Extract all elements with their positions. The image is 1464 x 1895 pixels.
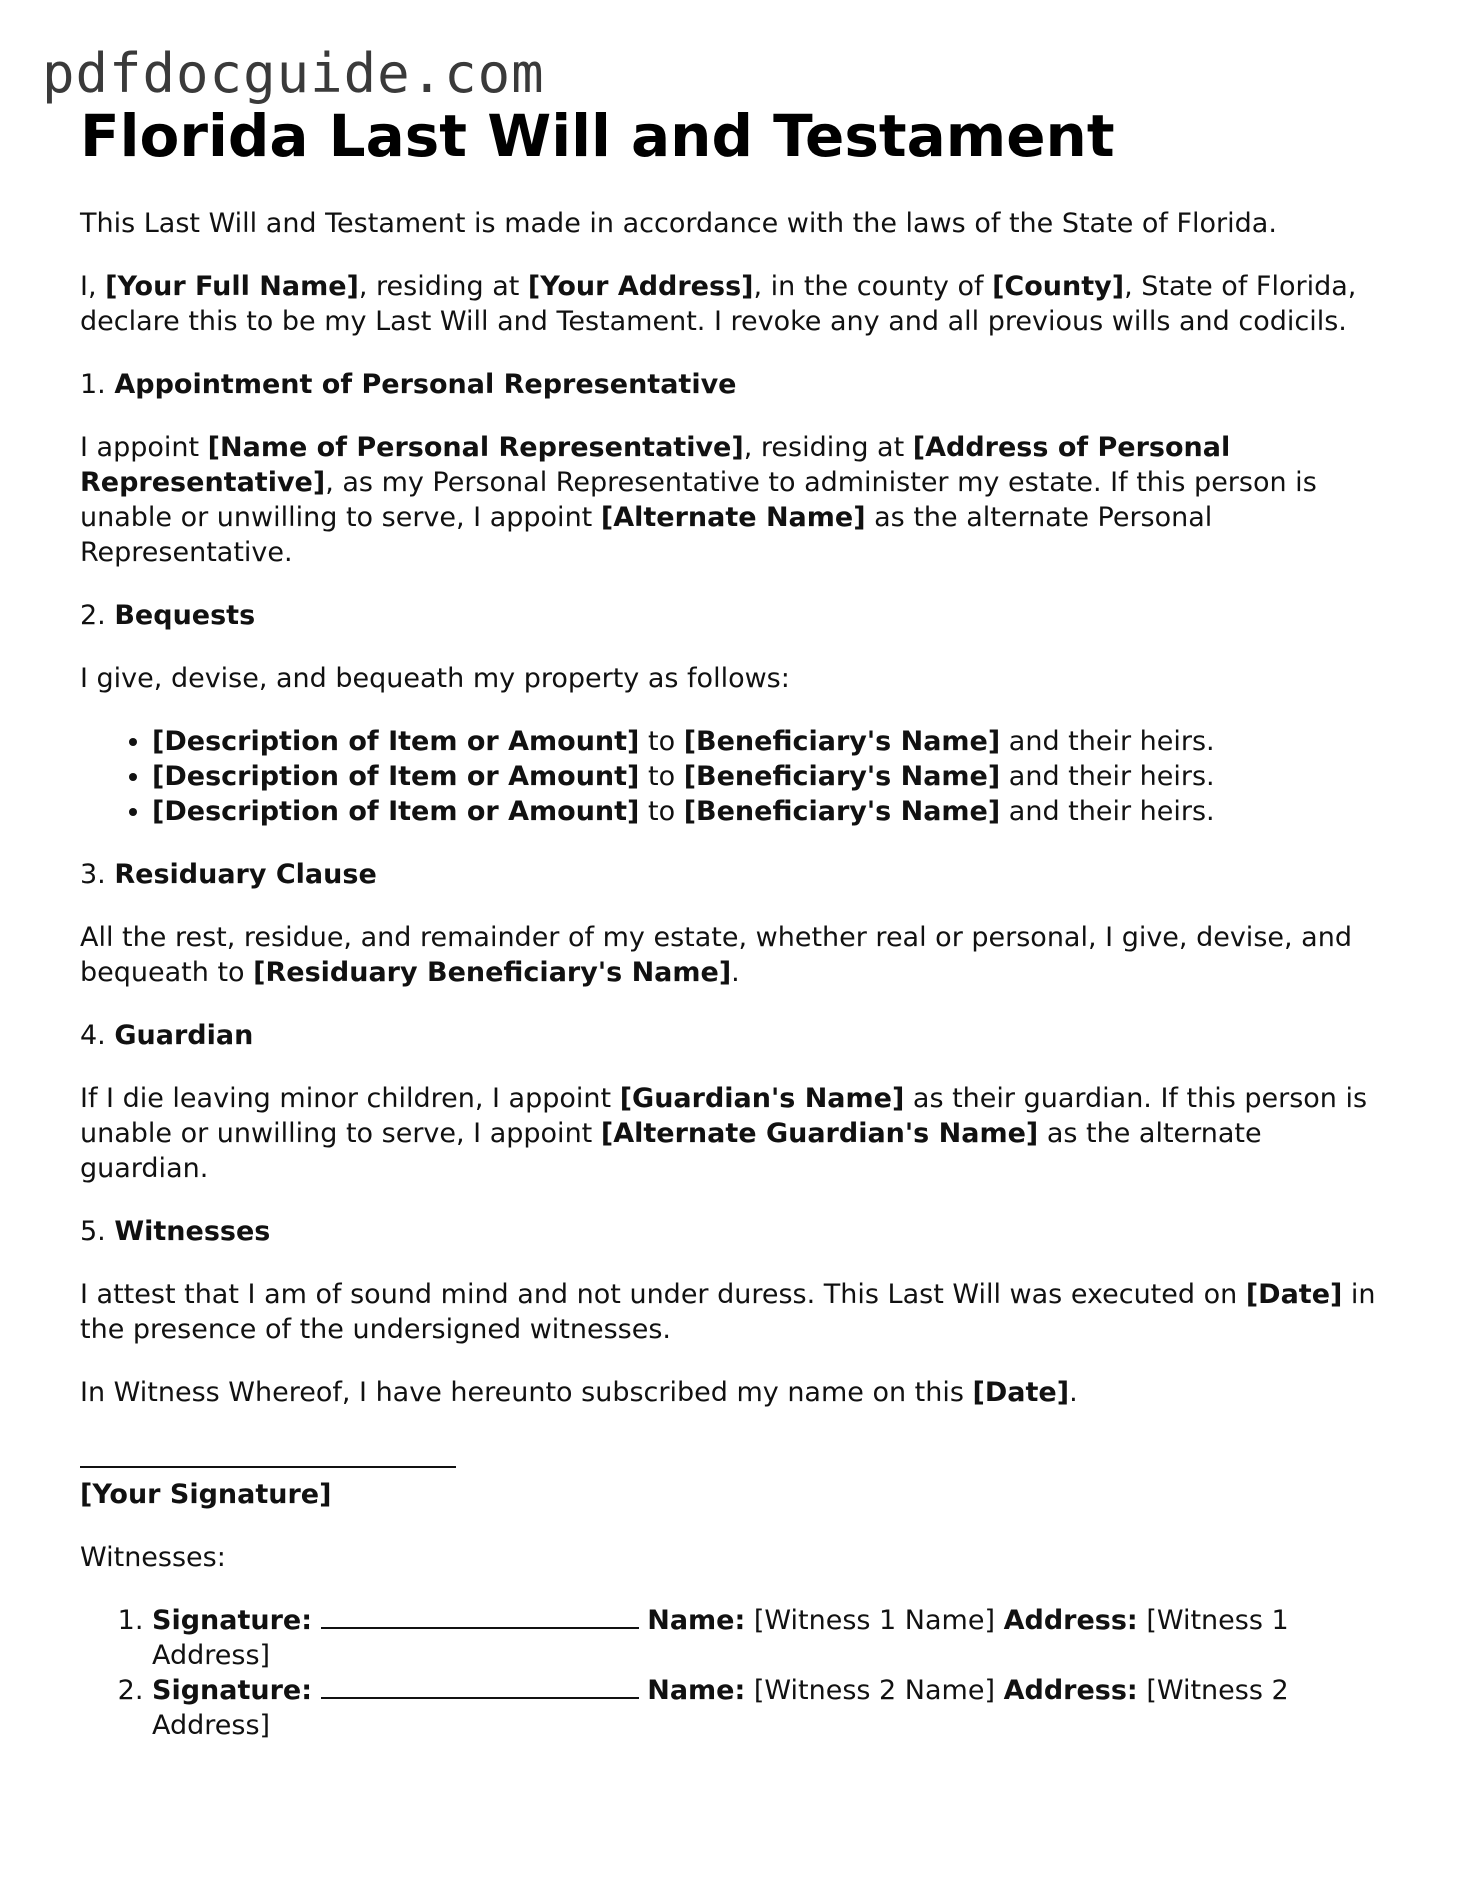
placeholder-date: [Date] <box>1245 1279 1343 1310</box>
document-title: Florida Last Will and Testament <box>80 102 1115 170</box>
bequest-item: • [Description of Item or Amount] to [Beneficiary's Name] and their heirs. <box>152 794 1380 829</box>
witness-entry: 1. Signature: Name: [Witness 1 Name] Address: [Witness 1 Address] <box>152 1603 1380 1673</box>
section-5-heading: 5. Witnesses <box>80 1216 271 1247</box>
declaration-paragraph: I, [Your Full Name], residing at [Your Address], in the county of [County], State of Florida, declare this to be my Last Will and Testament. I revoke any and all previous wills and codicils. <box>80 271 1357 337</box>
signature-line[interactable] <box>80 1438 456 1468</box>
placeholder-guardian: [Guardian's Name] <box>619 1083 905 1114</box>
witness-signature-line[interactable] <box>321 1673 639 1699</box>
placeholder-county: [County] <box>992 271 1125 302</box>
site-watermark: pdfdocguide.com <box>42 42 545 105</box>
witnesses-label: Witnesses: <box>80 1542 226 1573</box>
placeholder-address: [Your Address] <box>527 271 754 302</box>
testator-signature-block <box>80 1438 1380 1512</box>
placeholder-date: [Date] <box>972 1377 1070 1408</box>
witness-signature-line[interactable] <box>321 1603 639 1629</box>
bequest-item: • [Description of Item or Amount] to [Beneficiary's Name] and their heirs. <box>152 759 1380 794</box>
placeholder-full-name: [Your Full Name] <box>105 271 359 302</box>
placeholder-alternate-name: [Alternate Name] <box>600 502 866 533</box>
in-witness-paragraph: In Witness Whereof, I have hereunto subscribed my name on this [Date]. <box>80 1377 1078 1408</box>
section-3-body: All the rest, residue, and remainder of my estate, whether real or personal, I give, devise, and bequeath to [Residuary Beneficiary's Name]. <box>80 922 1352 988</box>
placeholder-rep-address: [Address of Personal Representative] <box>80 432 1231 498</box>
section-4-heading: 4. Guardian <box>80 1020 254 1051</box>
will-document <box>80 100 1380 1743</box>
section-2-heading: 2. Bequests <box>80 600 256 631</box>
section-1-heading: 1. Appointment of Personal Representative <box>80 369 737 400</box>
bequest-item: • [Description of Item or Amount] to [Beneficiary's Name] and their heirs. <box>152 724 1380 759</box>
section-4-body: If I die leaving minor children, I appoint [Guardian's Name] as their guardian. If this person is unable or unwilling to serve, I appoint [Alternate Guardian's Name] as the alternate guardian. <box>80 1083 1368 1184</box>
section-3-heading: 3. Residuary Clause <box>80 859 377 890</box>
placeholder-residuary-beneficiary: [Residuary Beneficiary's Name] <box>253 957 732 988</box>
placeholder-rep-name: [Name of Personal Representative] <box>207 432 744 463</box>
section-5-body: I attest that I am of sound mind and not under duress. This Last Will was executed on [Date] in the presence of the undersigned witnesses. <box>80 1279 1376 1345</box>
witness-list <box>80 1603 1380 1743</box>
section-1-body: I appoint [Name of Personal Representative], residing at [Address of Personal Representative], as my Personal Representative to administer my estate. If this person is unable or unwilling to serve, I appoint [Alternate Name] as the alternate Personal Representative. <box>80 432 1317 568</box>
signature-label: [Your Signature] <box>80 1479 332 1510</box>
witness-entry: 2. Signature: Name: [Witness 2 Name] Address: [Witness 2 Address] <box>152 1673 1380 1743</box>
bequest-list <box>80 724 1380 829</box>
section-2-intro: I give, devise, and bequeath my property as follows: <box>80 663 790 694</box>
placeholder-alternate-guardian: [Alternate Guardian's Name] <box>600 1118 1039 1149</box>
intro-paragraph: This Last Will and Testament is made in accordance with the laws of the State of Florida. <box>80 208 1277 239</box>
